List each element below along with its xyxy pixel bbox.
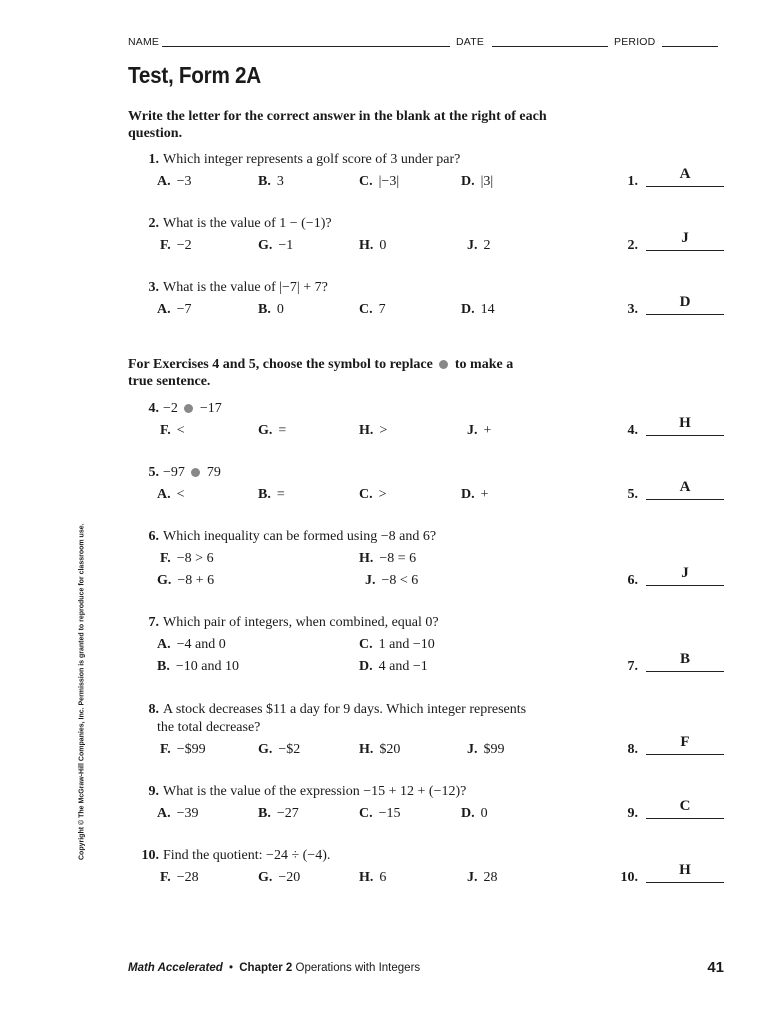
- choice: J. +: [467, 423, 492, 438]
- question-number: 2.: [148, 216, 159, 231]
- choice: C. |−3|: [359, 174, 400, 189]
- question-text: Which inequality can be formed using −8 and 6?: [163, 529, 437, 544]
- choice: A. −3: [157, 174, 192, 189]
- choice: J. 28: [467, 870, 498, 885]
- choice: F. <: [160, 423, 185, 438]
- choice: J. −8 < 6: [365, 573, 419, 588]
- answer-number: 10.: [620, 870, 638, 885]
- answer-value: H: [679, 862, 691, 878]
- choice: H. −8 = 6: [359, 551, 417, 566]
- choice: D. +: [461, 487, 489, 502]
- question-4: 4. −2 −17: [139, 400, 222, 418]
- question-text-continued: the total decrease?: [157, 720, 261, 735]
- question-text: What is the value of 1 − (−1)?: [163, 216, 332, 231]
- name-field[interactable]: [162, 46, 450, 47]
- question-number: 4.: [148, 401, 159, 416]
- choice: J. 2: [467, 238, 491, 253]
- copyright-notice: Copyright © The McGraw-Hill Companies, Inc. Permission is granted to reproduce for classroom use.: [78, 523, 86, 860]
- choice: G. =: [258, 423, 287, 438]
- name-label: NAME: [128, 36, 160, 48]
- question-3: [139, 279, 328, 297]
- question-8: [139, 701, 526, 719]
- choice: A. −7: [157, 302, 192, 317]
- question-number: 7.: [148, 615, 159, 630]
- answer-blank[interactable]: [646, 585, 724, 586]
- choice: H. 6: [359, 870, 387, 885]
- choice: D. 4 and −1: [359, 659, 428, 674]
- page-number: 41: [707, 959, 724, 976]
- answer-blank[interactable]: [646, 499, 724, 500]
- answer-value: J: [681, 565, 689, 581]
- answer-blank[interactable]: [646, 818, 724, 819]
- question-text: What is the value of |−7| + 7?: [163, 280, 328, 295]
- choice: H. 0: [359, 238, 387, 253]
- question-6: [139, 528, 436, 546]
- answer-blank[interactable]: [646, 435, 724, 436]
- question-1: [139, 151, 460, 169]
- choice: J. $99: [467, 742, 505, 757]
- question-text: Which integer represents a golf score of 3 under par?: [163, 152, 461, 167]
- question-9: [139, 783, 466, 801]
- choice: B. −10 and 10: [157, 659, 239, 674]
- answer-value: D: [679, 294, 691, 310]
- choice: F. −$99: [160, 742, 206, 757]
- period-label: PERIOD: [614, 36, 656, 48]
- choice: F. −2: [160, 238, 192, 253]
- answer-value: F: [680, 734, 690, 750]
- question-number: 6.: [148, 529, 159, 544]
- answer-number: 3.: [627, 302, 638, 317]
- choice: A. −4 and 0: [157, 637, 226, 652]
- date-label: DATE: [456, 36, 485, 48]
- question-number: 5.: [148, 465, 159, 480]
- choice: B. =: [258, 487, 285, 502]
- choice: A. −39: [157, 806, 199, 821]
- choice: B. 3: [258, 174, 284, 189]
- period-field[interactable]: [662, 46, 718, 47]
- answer-number: 5.: [627, 487, 638, 502]
- answer-number: 4.: [627, 423, 638, 438]
- choice: A. <: [157, 487, 185, 502]
- question-text: Find the quotient: −24 ÷ (−4).: [163, 848, 331, 863]
- question-text: Which pair of integers, when combined, equal 0?: [163, 615, 439, 630]
- choice: B. −27: [258, 806, 299, 821]
- question-number: 1.: [148, 152, 159, 167]
- choice: C. −15: [359, 806, 401, 821]
- question-number: 10.: [141, 848, 159, 863]
- question-7: [139, 614, 439, 632]
- choice: D. |3|: [461, 174, 494, 189]
- answer-blank[interactable]: [646, 314, 724, 315]
- answer-number: 8.: [627, 742, 638, 757]
- question-number: 9.: [148, 784, 159, 799]
- answer-blank[interactable]: [646, 882, 724, 883]
- choice: F. −8 > 6: [160, 551, 214, 566]
- question-5: 5. −97 79: [139, 464, 221, 482]
- answer-value: C: [679, 798, 691, 814]
- question-number: 3.: [148, 280, 159, 295]
- footer: [128, 962, 420, 974]
- instructions-symbol: For Exercises 4 and 5, choose the symbol to replace to make a true sentence.: [128, 357, 514, 389]
- answer-blank[interactable]: [646, 250, 724, 251]
- answer-value: A: [679, 479, 691, 495]
- answer-value: B: [679, 651, 690, 667]
- page-title: Test, Form 2A: [128, 62, 261, 88]
- answer-blank[interactable]: [646, 671, 724, 672]
- choice: F. −28: [160, 870, 199, 885]
- question-10: [132, 847, 330, 865]
- answer-value: J: [681, 230, 689, 246]
- choice: C. >: [359, 487, 387, 502]
- answer-value: H: [679, 415, 691, 431]
- answer-number: 2.: [627, 238, 638, 253]
- chapter-label: Chapter 2: [239, 962, 293, 974]
- choice: H. >: [359, 423, 388, 438]
- question-text: What is the value of the expression −15 + 12 + (−12)?: [163, 784, 467, 799]
- circle-placeholder-icon: [191, 468, 200, 477]
- answer-blank[interactable]: [646, 186, 724, 187]
- choice: G. −1: [258, 238, 294, 253]
- footer-bullet: •: [229, 962, 234, 974]
- book-title: Math Accelerated: [128, 962, 223, 974]
- choice: B. 0: [258, 302, 284, 317]
- circle-placeholder-icon: [184, 404, 193, 413]
- chapter-title: Operations with Integers: [295, 962, 421, 974]
- question-text: A stock decreases $11 a day for 9 days. Which integer represents: [163, 702, 527, 717]
- answer-number: 9.: [627, 806, 638, 821]
- circle-placeholder-icon: [439, 360, 448, 369]
- choice: G. −8 + 6: [157, 573, 215, 588]
- answer-number: 6.: [627, 573, 638, 588]
- answer-number: 1.: [627, 174, 638, 189]
- choice: G. −$2: [258, 742, 301, 757]
- answer-value: A: [679, 166, 691, 182]
- choice: D. 0: [461, 806, 488, 821]
- date-field[interactable]: [492, 46, 608, 47]
- choice: C. 7: [359, 302, 386, 317]
- choice: H. $20: [359, 742, 401, 757]
- instructions: Write the letter for the correct answer in the blank at the right of each question.: [128, 109, 547, 141]
- choice: C. 1 and −10: [359, 637, 435, 652]
- question-number: 8.: [148, 702, 159, 717]
- answer-blank[interactable]: [646, 754, 724, 755]
- answer-number: 7.: [627, 659, 638, 674]
- question-2: [139, 215, 332, 233]
- choice: D. 14: [461, 302, 495, 317]
- choice: G. −20: [258, 870, 301, 885]
